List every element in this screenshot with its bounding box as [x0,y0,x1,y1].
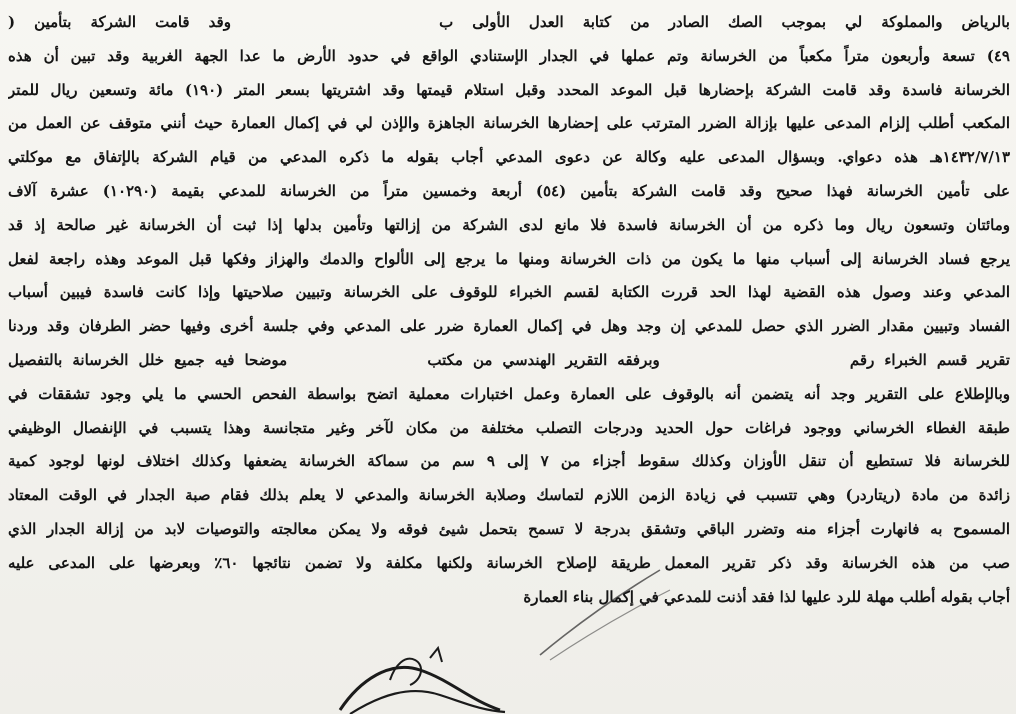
text-segment: زائدة من مادة (ريتاردر) وهي تتسبب في زيادة الزمن اللازم لتماسك وصلابة الخرسانة والمدعي لا يعلم بذلك فقام صبة الجدار في الوقت المعتاد [8,486,1010,505]
text-segment: موضحا فيه جميع خلل الخرسانة بالتفصيل [8,350,288,369]
text-segment: طبقة الغطاء الخرساني ووجود فراغات حول الحديد ودرجات التصلب مختلفة من مكان لآخر وغير متجانسة وهذا يتسبب في الإنفصال الوظيفي [8,418,1010,437]
text-segment: للخرسانة فلا تستطيع أن تنقل الأوزان وكذلك سقوط أجزاء من ٧ إلى ٩ سم من سماكة الخرسانة يضعفها وكذلك اختلاف لونها لوجود كمية [8,452,1010,471]
text-line-3 [8,74,1010,108]
text-segment: ٤٩) تسعة وأربعون متراً مكعباً من الخرسانة وتم عملها في الجدار الإستنادي الواقع في حدود الأرض ما عدا الجهة الغربية وقد تبين أن هذه [8,46,1010,65]
text-line-6 [8,175,1010,209]
text-line-2 [8,40,1010,74]
text-line-16 [8,513,1010,547]
text-line-9 [8,276,1010,310]
text-line-10 [8,310,1010,344]
document-body [8,6,1010,614]
text-line-5 [8,141,1010,175]
text-segment: على تأمين الخرسانة فهذا صحيح وقد قامت الشركة بتأمين (٥٤) أربعة وخمسين متراً من الخرسانة للمدعي بقيمة (١٠٢٩٠) عشرة آلاف [8,181,1010,200]
text-segment: يرجع فساد الخرسانة إلى أسباب منها ما يكون من ذات الخرسانة ومنها ما يرجع إلى الألواح والدمك والهزاز وفكها قبل الموعد وهذه راجعة لفعل [8,249,1010,268]
text-segment: أجاب بقوله أطلب مهلة للرد عليها لذا فقد أذنت للمدعي في إكمال بناء العمارة [523,587,1010,606]
text-segment: تقرير قسم الخبراء رقم [849,350,1010,369]
text-segment: وقد قامت الشركة بتأمين ( [8,13,231,31]
text-segment: الفساد وتبيين مقدار الضرر الذي حصل للمدعي إن وجد وهل في إكمال العمارة ضرر على المدعي وفي جلسة أخرى وفيها حضر الطرفان وقد وردنا [8,317,1010,336]
text-segment: وبرفقه التقرير الهندسي من مكتب [427,350,660,369]
text-line-11 [8,344,1010,378]
text-line-4 [8,107,1010,141]
text-line-17 [8,547,1010,581]
text-line-7 [8,209,1010,243]
text-line-15 [8,479,1010,513]
text-line-8 [8,243,1010,277]
redacted-area [250,14,420,32]
text-segment: بالرياض والمملوكة لي بموجب الصك الصادر من كتابة العدل الأولى ب [439,13,1010,31]
text-line-12 [8,378,1010,412]
text-segment: المكعب أطلب إلزام المدعى عليها بإزالة الضرر المترتب على إحضارها الخرسانة الجاهزة والإذن لي في إكمال العمارة حيث أنني متوقف عن العمل من [8,114,1010,133]
text-segment: ١٤٣٢/٧/١٣هـ هذه دعواي. وبسؤال المدعى عليه وكالة عن دعوى المدعي أجاب بقوله ما ذكره المدعي من قيام الشركة بالإتفاق مع موكلتي [8,148,1010,167]
text-line-1 [8,6,1010,40]
text-segment: صب من هذه الخرسانة وقد ذكر تقرير المعمل طريقة لإصلاح الخرسانة ولكنها مكلفة ولا تضمن نتائجها ٦٠٪ وبعرضها على المدعى عليه [8,553,1010,572]
text-segment: المسموح به فانهارت أجزاء منه وتضرر الباقي وتشقق بدرجة لا تسمح بتحمل شيئ فوقه ولا يمكن معالجته والتوصيات لابد من إزالة الجدار الذي [8,519,1010,538]
text-line-13 [8,412,1010,446]
text-segment: ومائتان وتسعون ريال وما ذكره من أن الخرسانة فاسدة فلا مانع لدى الشركة من إزالتها وتأمين بدلها إذا ثبت أن الخرسانة غير صالحة إذ قد [8,215,1010,234]
text-segment: الخرسانة فاسدة وقد قامت الشركة بإحضارها قبل الموعد المحدد وقبل استلام قيمتها وقد اشتريتها بسعر المتر (١٩٠) مائة وتسعين ريال للمتر [8,80,1010,99]
redacted-area [297,352,417,370]
text-segment: المدعي وعند وصول هذه القضية لهذا الحد قررت الكتابة لقسم الخبراء للوقوف على الخرسانة وتبيين صلاحيتها وإذا كانت فاسدة فيبين أسباب [8,283,1010,302]
handwritten-signature [330,640,510,714]
text-segment: وبالإطلاع على التقرير وجد أنه يتضمن أنه بالوقوف على العمارة وعمل اختبارات معملية اتضح بواسطة الفحص الحسي ما يلي وجود تشققات في [8,384,1010,403]
text-line-14 [8,445,1010,479]
text-line-18 [8,581,1010,615]
redacted-area [670,352,840,370]
pen-stroke-mark [520,560,680,670]
